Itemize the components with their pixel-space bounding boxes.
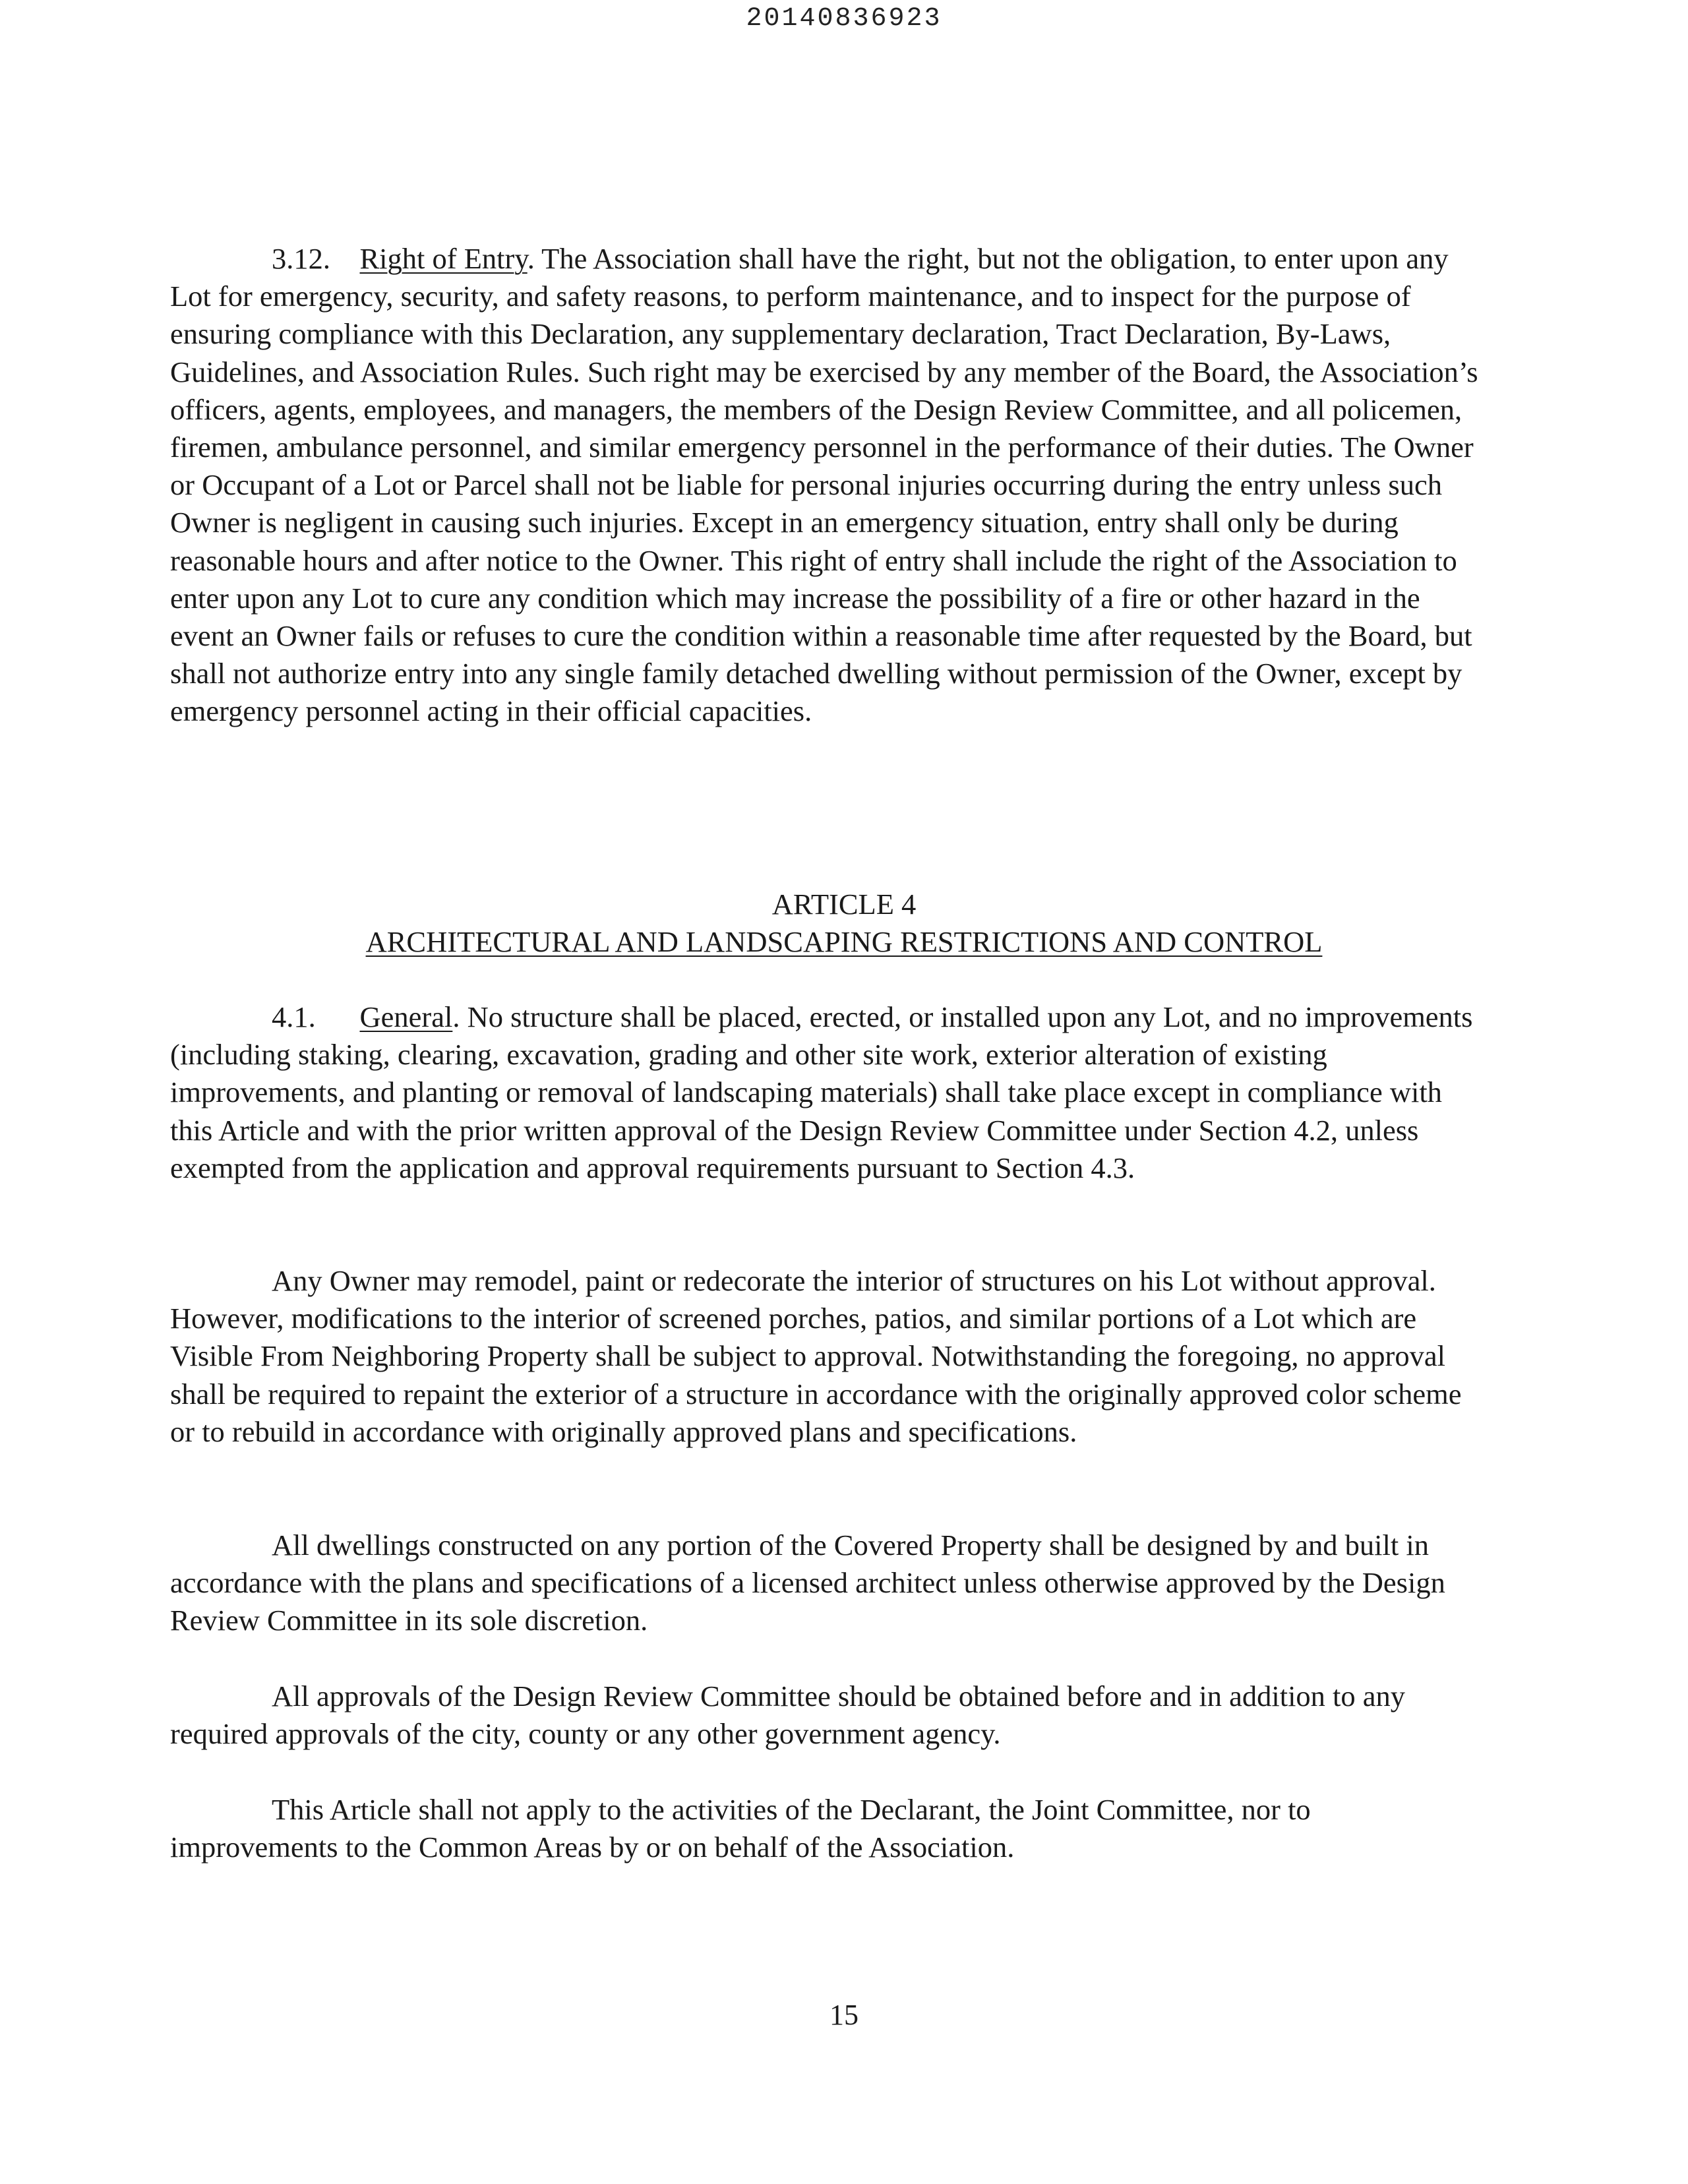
paragraph-text: This Article shall not apply to the activities of the Declarant, the Joint Committee, nor to improvements to the Common Areas by or on behalf of the Association. — [170, 1793, 1311, 1864]
paragraph-text: Any Owner may remodel, paint or redecorate the interior of structures on his Lot without approval. However, modifications to the interior of screened porches, patios, and similar portions of a Lot which are Visible From Neighboring Property shall be subject to approval. Notwithstanding the foregoing, no approval shall be required to repaint the exterior of a structure in accordance with the originally approved color scheme or to rebuild in accordance with originally approved plans and specifications. — [170, 1264, 1462, 1448]
paragraph-declarant-exemption — [170, 1791, 1479, 1866]
article-subheading-text: ARCHITECTURAL AND LANDSCAPING RESTRICTIONS AND CONTROL — [365, 925, 1323, 958]
section-number: 4.1. — [272, 1000, 316, 1033]
paragraph-text: All approvals of the Design Review Committee should be obtained before and in addition to any required approvals of the city, county or any other government agency. — [170, 1680, 1406, 1751]
section-body: . No structure shall be placed, erected, or installed upon any Lot, and no improvements (including staking, clearing, excavation, grading and other site work, exterior alteration of existing improvements, and planting or removal of landscaping materials) shall take place except in compliance with this Article and with the prior written approval of the Design Review Committee under Section 4.2, unless exempted from the application and approval requirements pursuant to Section 4.3. — [170, 1000, 1473, 1184]
section-title: Right of Entry — [359, 242, 528, 275]
paragraph-government-approvals — [170, 1678, 1479, 1753]
section-title: General — [359, 1000, 453, 1033]
article-subheading — [0, 923, 1688, 961]
paragraph-text: All dwellings constructed on any portion of the Covered Property shall be designed by and built in accordance with the plans and specifications of a licensed architect unless otherwise approved by the Design Review Committee in its sole discretion. — [170, 1529, 1445, 1637]
paragraph-licensed-architect — [170, 1527, 1479, 1640]
section-4-1-paragraph — [170, 998, 1479, 1187]
article-heading: ARTICLE 4 — [771, 888, 917, 921]
section-number: 3.12. — [272, 242, 330, 275]
page-number: 15 — [829, 1999, 859, 2031]
section-3-12-paragraph — [170, 240, 1479, 731]
paragraph-interior-remodel — [170, 1262, 1479, 1451]
section-body: . The Association shall have the right, but not the obligation, to enter upon any Lot for emergency, security, and safety reasons, to perform maintenance, and to inspect for the purpose of ensuring compliance with this Declaration, any supplementary declaration, Tract Declaration, By-Laws, Guidelines, and Association Rules. Such right may be exercised by any member of the Board, the Association’s officers, agents, employees, and managers, the members of the Design Review Committee, and all policemen, firemen, ambulance personnel, and similar emergency personnel in the performance of their duties. The Owner or Occupant of a Lot or Parcel shall not be liable for personal injuries occurring during the entry unless such Owner is negligent in causing such injuries. Except in an emergency situation, entry shall only be during reasonable hours and after notice to the Owner. This right of entry shall include the right of the Association to enter upon any Lot to cure any condition which may increase the possibility of a fire or other hazard in the event an Owner fails or refuses to cure the condition within a reasonable time after requested by the Board, but shall not authorize entry into any single family detached dwelling without permission of the Owner, except by emergency personnel acting in their official capacities. — [170, 242, 1478, 728]
document-recording-number: 20140836923 — [746, 4, 942, 34]
